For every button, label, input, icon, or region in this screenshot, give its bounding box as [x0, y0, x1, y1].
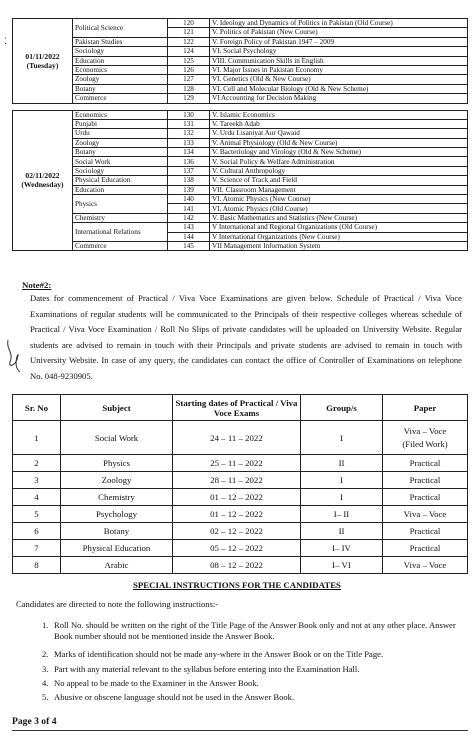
subject-cell: Botany — [73, 84, 168, 93]
header-sr: Sr. No — [13, 395, 61, 421]
schedule-row — [13, 94, 468, 103]
schedule-row — [13, 223, 468, 232]
subject-cell: Economics — [73, 110, 168, 119]
header-groups: Group/s — [301, 395, 383, 421]
paper-code: 137 — [168, 166, 210, 175]
instruction-number: 3. — [42, 664, 49, 674]
schedule-row — [13, 56, 468, 65]
schedule-row — [13, 148, 468, 157]
paper-code: 127 — [168, 75, 210, 84]
paper-title: V. Bacteriology and Virology (Old & New Scheme) — [210, 148, 468, 157]
paper-code: 125 — [168, 56, 210, 65]
schedule-row — [13, 241, 468, 250]
paper-code: 130 — [168, 110, 210, 119]
subject-cell: Sociology — [73, 166, 168, 175]
paper-type-label: Practical — [409, 458, 441, 468]
schedule-row — [13, 157, 468, 166]
header-dates: Starting dates of Practical / Viva Voce Exams — [173, 395, 301, 421]
subject-cell: Urdu — [73, 129, 168, 138]
paper-title: V. Urdu Lisaniyat Aur Qawaid — [210, 129, 468, 138]
special-instructions-heading: SPECIAL INSTRUCTIONS FOR THE CANDIDATES — [133, 580, 341, 590]
instruction-item — [42, 692, 468, 703]
paper-type-label: Viva – Voce — [403, 425, 447, 436]
subject-cell: Physical Education — [73, 176, 168, 185]
paper-code: 142 — [168, 213, 210, 222]
exam-day: (Wednesday) — [21, 180, 64, 190]
instruction-text: Roll No. should be written on the right of the Title Page of the Answer Book only and not at any other place. Answer Book number should not be mentioned inside the Answer Book. — [54, 620, 456, 641]
instruction-item — [42, 649, 468, 660]
practical-row — [13, 506, 468, 523]
practical-subject: Social Work — [61, 421, 173, 455]
exam-date: 01/11/2022 — [25, 51, 60, 61]
subject-cell: Physics — [73, 195, 168, 214]
paper-code: 143 — [168, 223, 210, 232]
margin-mark: ⁚ — [4, 36, 7, 46]
subject-cell: Punjabi — [73, 119, 168, 128]
header-paper: Paper — [383, 395, 468, 421]
paper-type — [383, 540, 468, 557]
paper-type — [383, 557, 468, 574]
note-text: Dates for commencement of Practical / Viva Voce Examinations are given below. Schedule of Practical / Viva Voce Examinations of regular students will be communicated to the Principals of their respective colleges whereas schedule of Practical / Viva Voce Examination / Roll No Slips of private candidates will be uploaded on University Website. Regular students are advised to remain in touch with their Principals and private students are advised to remain in touch with University Website. In case of any query, the candidates can contact the office of Controller of Examinations on telephone No. 048-9230905. — [30, 293, 462, 381]
practical-row — [13, 557, 468, 574]
paper-type — [383, 421, 468, 455]
practical-row — [13, 523, 468, 540]
sr-no: 2 — [13, 455, 61, 472]
groups: II — [301, 523, 383, 540]
subject-cell: Economics — [73, 65, 168, 74]
practical-subject: Physics — [61, 455, 173, 472]
paper-code: 129 — [168, 94, 210, 103]
schedule-row — [13, 19, 468, 28]
practical-row — [13, 421, 468, 455]
paper-code: 140 — [168, 195, 210, 204]
paper-type-label: Practical — [409, 475, 441, 485]
paper-code: 141 — [168, 204, 210, 213]
paper-type-note: (Filed Work) — [402, 438, 448, 449]
page-number: Page 3 of 4 — [12, 716, 57, 727]
schedule-row — [13, 37, 468, 46]
subject-cell: Education — [73, 185, 168, 194]
schedule-row — [13, 176, 468, 185]
sr-no: 8 — [13, 557, 61, 574]
subject-cell: Zoology — [73, 138, 168, 147]
header-subject: Subject — [61, 395, 173, 421]
paper-title: VI. Major Issues in Pakistan Economy — [210, 65, 468, 74]
paper-title: V. Basic Mathematics and Statistics (New Course) — [210, 213, 468, 222]
sr-no: 7 — [13, 540, 61, 557]
paper-code: 134 — [168, 148, 210, 157]
schedule-row — [13, 75, 468, 84]
start-date: 24 – 11 – 2022 — [173, 421, 301, 455]
instruction-number: 1. — [42, 620, 49, 630]
schedule-row — [13, 138, 468, 147]
exam-day: (Tuesday) — [26, 60, 59, 70]
exam-date: 02/11/2022 — [25, 171, 60, 181]
start-date: 25 – 11 – 2022 — [173, 455, 301, 472]
start-date: 28 – 11 – 2022 — [173, 472, 301, 489]
instruction-item — [42, 664, 468, 675]
instruction-number: 4. — [42, 678, 49, 688]
paper-code: 138 — [168, 176, 210, 185]
paper-code: 122 — [168, 37, 210, 46]
groups: I — [301, 489, 383, 506]
paper-title: VI. Cell and Molecular Biology (Old & New Scheme) — [210, 84, 468, 93]
schedule-row — [13, 129, 468, 138]
paper-type-label: Viva – Voce — [403, 509, 447, 519]
paper-title: VI Accounting for Decision Making — [210, 94, 468, 103]
paper-title: V International Organizations (New Course) — [210, 232, 468, 241]
groups: I– VI — [301, 557, 383, 574]
paper-type-label: Practical — [409, 543, 441, 553]
sr-no: 5 — [13, 506, 61, 523]
paper-code: 145 — [168, 241, 210, 250]
practical-subject: Zoology — [61, 472, 173, 489]
subject-cell: Political Science — [73, 19, 168, 38]
start-date: 02 – 12 – 2022 — [173, 523, 301, 540]
paper-code: 139 — [168, 185, 210, 194]
practical-row — [13, 489, 468, 506]
subject-cell: Botany — [73, 148, 168, 157]
paper-title: V. Science of Track and Field — [210, 176, 468, 185]
paper-code: 132 — [168, 129, 210, 138]
subject-cell: Sociology — [73, 47, 168, 56]
paper-title: VI. Genetics (Old & New Course) — [210, 75, 468, 84]
paper-title: V. Cultural Anthropology — [210, 166, 468, 175]
practical-subject: Arabic — [61, 557, 173, 574]
paper-code: 133 — [168, 138, 210, 147]
paper-code: 120 — [168, 19, 210, 28]
practical-subject: Botany — [61, 523, 173, 540]
paper-title: VII Management Information System — [210, 241, 468, 250]
paper-title: V International and Regional Organizations (Old Course) — [210, 223, 468, 232]
paper-title: V. Foreign Policy of Pakistan 1947 – 2009 — [210, 37, 468, 46]
practical-subject: Chemistry — [61, 489, 173, 506]
start-date: 08 – 12 – 2022 — [173, 557, 301, 574]
schedule-row — [13, 195, 468, 204]
paper-code: 126 — [168, 65, 210, 74]
paper-type — [383, 506, 468, 523]
instruction-item — [42, 620, 468, 642]
paper-title: V. Politics of Pakistan (New Course) — [210, 28, 468, 37]
note-heading: Note#2: — [22, 280, 52, 290]
subject-cell: Pakistan Studies — [73, 37, 168, 46]
practical-dates-table — [12, 394, 468, 574]
practical-row — [13, 540, 468, 557]
instruction-number: 2. — [42, 649, 49, 659]
sr-no: 4 — [13, 489, 61, 506]
paper-type-label: Practical — [409, 492, 441, 502]
sr-no: 3 — [13, 472, 61, 489]
exam-schedule-table — [12, 18, 468, 251]
paper-title: VI. Atomic Physics (Old Course) — [210, 204, 468, 213]
sr-no: 6 — [13, 523, 61, 540]
instruction-number: 5. — [42, 692, 49, 702]
paper-type-label: Practical — [409, 526, 441, 536]
paper-type-label: Viva – Voce — [403, 560, 447, 570]
subject-cell: Social Work — [73, 157, 168, 166]
paper-title: VI. Atomic Physics (New Course) — [210, 195, 468, 204]
paper-code: 128 — [168, 84, 210, 93]
subject-cell: International Relations — [73, 223, 168, 242]
paper-code: 121 — [168, 28, 210, 37]
paper-type — [383, 455, 468, 472]
start-date: 01 – 12 – 2022 — [173, 489, 301, 506]
start-date: 05 – 12 – 2022 — [173, 540, 301, 557]
block-separator — [13, 103, 468, 110]
groups: I — [301, 421, 383, 455]
instruction-text: Abusive or obscene language should not be used in the Answer Book. — [54, 692, 295, 702]
paper-code: 131 — [168, 119, 210, 128]
paper-type — [383, 472, 468, 489]
footer-rule — [12, 730, 468, 731]
instruction-item — [42, 678, 468, 689]
subject-cell: Commerce — [73, 241, 168, 250]
start-date: 01 – 12 – 2022 — [173, 506, 301, 523]
sr-no: 1 — [13, 421, 61, 455]
paper-title: V. Islamic Economics — [210, 110, 468, 119]
instruction-text: Marks of identification should not be made any-where in the Answer Book or on the Title Page. — [54, 649, 384, 659]
instruction-text: No appeal to be made to the Examiner in the Answer Book. — [54, 678, 259, 688]
practical-subject: Physical Education — [61, 540, 173, 557]
paper-title: V. Social Policy & Welfare Administration — [210, 157, 468, 166]
paper-code: 136 — [168, 157, 210, 166]
paper-title: V. Ideology and Dynamics of Politics in Pakistan (Old Course) — [210, 19, 468, 28]
paper-title: VI. Social Psychology — [210, 47, 468, 56]
groups: I– II — [301, 506, 383, 523]
practical-subject: Psychology — [61, 506, 173, 523]
separator-cell — [13, 103, 468, 110]
schedule-row — [13, 84, 468, 93]
groups: I — [301, 472, 383, 489]
schedule-row — [13, 110, 468, 119]
groups: II — [301, 455, 383, 472]
practical-row — [13, 455, 468, 472]
schedule-row — [13, 47, 468, 56]
exam-date-cell — [13, 110, 73, 251]
paper-type — [383, 489, 468, 506]
paper-code: 144 — [168, 232, 210, 241]
schedule-row — [13, 166, 468, 175]
schedule-row — [13, 213, 468, 222]
instructions-intro: Candidates are directed to note the following instructions:- — [16, 599, 219, 609]
paper-title: VII. Classroom Management — [210, 185, 468, 194]
schedule-row — [13, 119, 468, 128]
schedule-row — [13, 65, 468, 74]
paper-type — [383, 523, 468, 540]
groups: I– IV — [301, 540, 383, 557]
paper-title: V. Tareekh Adab — [210, 119, 468, 128]
paper-title: V. Animal Physiology (Old & New Course) — [210, 138, 468, 147]
exam-date-cell — [13, 19, 73, 104]
practical-header-row — [13, 395, 468, 421]
instruction-text: Part with any material relevant to the syllabus before entering into the Examination Hall. — [54, 664, 360, 674]
paper-title: VIII. Communication Skills in English — [210, 56, 468, 65]
practical-row — [13, 472, 468, 489]
subject-cell: Chemistry — [73, 213, 168, 222]
subject-cell: Commerce — [73, 94, 168, 103]
schedule-row — [13, 185, 468, 194]
subject-cell: Education — [73, 56, 168, 65]
subject-cell: Zoology — [73, 75, 168, 84]
paper-code: 124 — [168, 47, 210, 56]
signature-mark — [4, 336, 24, 376]
